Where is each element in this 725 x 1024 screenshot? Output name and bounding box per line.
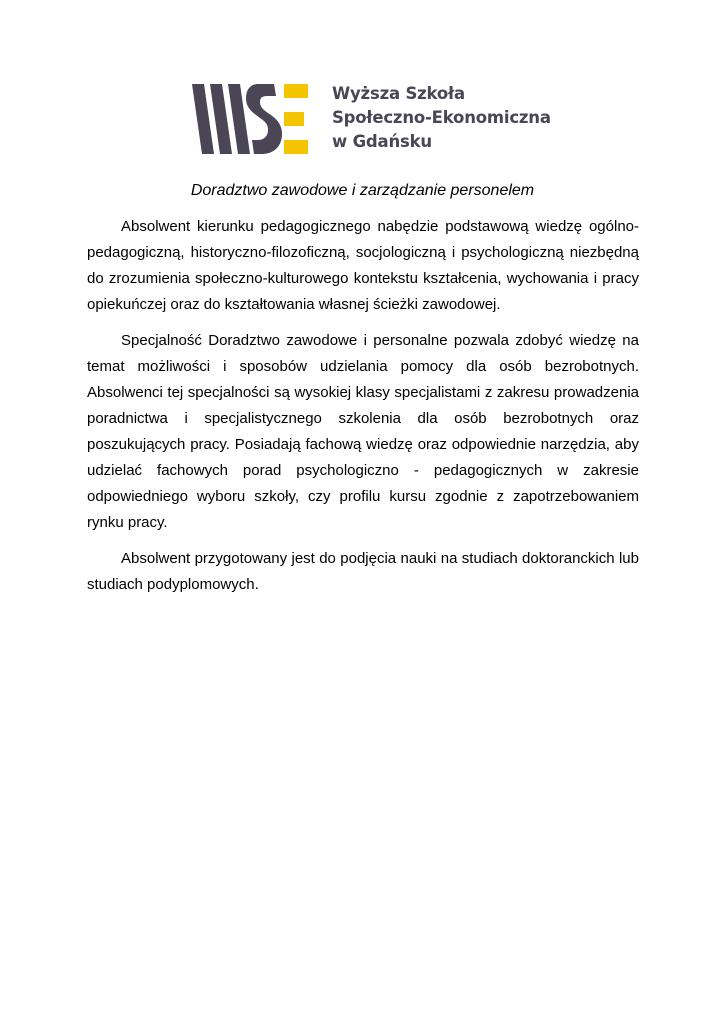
school-name-line-3: w Gdańsku	[332, 132, 432, 151]
paragraph-1: Absolwent kierunku pedagogicznego nabędzie podstawową wiedzę ogólno-pedagogiczną, historyczno-filozoficzną, socjologiczną i psychologiczną niezbędną do zrozumienia społeczno-kulturowego kontekstu kształcenia, wychowania i pracy opiekuńczej oraz do kształtowania własnej ścieżki zawodowej.	[87, 218, 639, 313]
wse-logo-icon	[192, 84, 310, 154]
document-title: Doradztwo zawodowe i zarządzanie personelem	[190, 182, 535, 199]
paragraph-2: Specjalność Doradztwo zawodowe i personalne pozwala zdobyć wiedzę na temat możliwości i sposobów udzielania pomocy dla osób bezrobotnych. Absolwenci tej specjalności są wysokiej klasy specjalistami z zakresu prowadzenia poradnictwa i specjalistycznego szkolenia dla osób bezrobotnych oraz poszukujących pracy. Posiadają fachową wiedzę oraz odpowiednie narzędzia, aby udzielać fachowych porad psychologiczno - pedagogicznych w zakresie odpowiedniego wyboru szkoły, czy profilu kursu zgodnie z zapotrzebowaniem rynku pracy.	[87, 332, 639, 531]
school-name	[332, 82, 572, 154]
document-body	[87, 214, 639, 608]
paragraph-3: Absolwent przygotowany jest do podjęcia nauki na studiach doktoranckich lub studiach podyplomowych.	[87, 550, 639, 593]
school-name-line-1: Wyższa Szkoła	[332, 84, 465, 103]
school-header	[192, 82, 552, 154]
school-name-line-2: Społeczno-Ekonomiczna	[332, 108, 551, 127]
